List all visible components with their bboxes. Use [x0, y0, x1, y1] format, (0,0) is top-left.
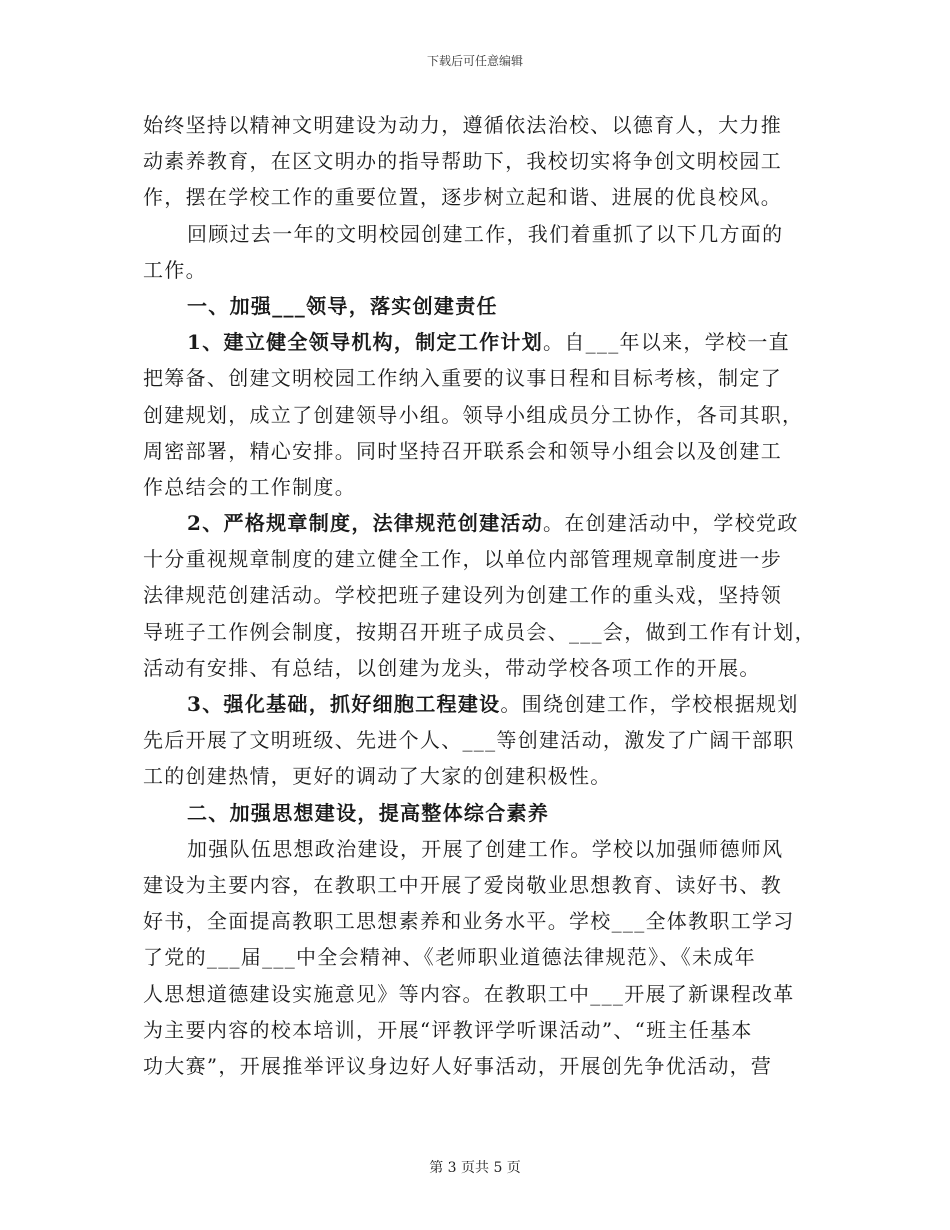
item-1-first-line [143, 324, 823, 360]
para-2-line: 功大赛”，开展推举评议身边好人好事活动，开展创先争优活动，营 [143, 1053, 773, 1078]
page-header: 下载后可任意编辑 [426, 54, 523, 68]
intro-line: 始终坚持以精神文明建设为动力，遵循依法治校、以德育人，大力推 [143, 113, 782, 137]
item-3-line: 先后开展了文明班级、先进个人、___等创建活动，激发了广阔干部职 [143, 728, 795, 753]
page-footer: 第 3 页共 5 页 [429, 1160, 521, 1176]
item-3-rest: 。围绕创建工作，学校根据规划 [500, 692, 799, 716]
item-2-line: 法律规范创建活动。学校把班子建设列为创建工作的重头戏，坚持领 [143, 583, 782, 608]
para-2-line: 人思想道德建设实施意见》等内容。在教职工中___开展了新课程改革 [143, 981, 795, 1006]
section-heading-2: 二、加强思想建设，提高整体综合素养 [187, 800, 550, 825]
item-2-first-line [143, 505, 823, 541]
item-2-line: 十分重视规章制度的建立健全工作，以单位内部管理规章制度进一步 [143, 547, 782, 572]
section-heading-1: 一、加强___领导，落实创建责任 [187, 293, 498, 318]
item-3-title: 3、强化基础，抓好细胞工程建设 [187, 692, 501, 716]
item-3-first-line [143, 686, 823, 722]
item-1-line: 周密部署，精心安排。同时坚持召开联系会和领导小组会以及创建工 [143, 438, 782, 463]
item-2-title: 2、严格规章制度，法律规范创建活动 [187, 511, 544, 536]
item-1-line: 创建规划，成立了创建领导小组。领导小组成员分工协作，各司其职， [143, 402, 804, 427]
item-2-rest: 。在创建活动中，学校党政 [543, 511, 799, 536]
intro-line: 动素养教育，在区文明办的指导帮助下，我校切实将争创文明校园工 [143, 149, 782, 174]
para-2-line: 为主要内容的校本培训，开展“评教评学听课活动”、“班主任基本 [143, 1017, 753, 1042]
review-line: 回顾过去一年的文明校园创建工作，我们着重抓了以下几方面的 [187, 221, 784, 246]
item-1-title: 1、建立健全领导机构，制定工作计划 [187, 330, 544, 355]
item-2-line: 活动有安排、有总结，以创建为龙头，带动学校各项工作的开展。 [143, 655, 761, 680]
item-3-line: 工的创建热情，更好的调动了大家的创建积极性。 [143, 764, 612, 789]
item-2-line: 导班子工作例会制度，按期召开班子成员会、___会，做到工作有计划， [143, 619, 816, 644]
review-line: 工作。 [143, 257, 207, 282]
para-2-line: 建设为主要内容，在教职工中开展了爱岗敬业思想教育、读好书、教 [143, 872, 782, 897]
para-2-first-line: 加强队伍思想政治建设，开展了创建工作。学校以加强师德师风 [187, 836, 784, 861]
item-1-line: 作总结会的工作制度。 [143, 474, 356, 499]
para-2-line: 好书，全面提高教职工思想素养和业务水平。学校___全体教职工学习 [143, 909, 795, 934]
intro-line: 作，摆在学校工作的重要位置，逐步树立起和谐、进展的优良校风。 [143, 185, 782, 210]
item-1-rest: 。自___年以来，学校一直 [543, 330, 790, 355]
item-1-line: 把筹备、创建文明校园工作纳入重要的议事日程和目标考核，制定了 [143, 366, 782, 391]
document-body [143, 107, 823, 1084]
para-2-line: 了党的___届___中全会精神、《老师职业道德法律规范》、《未成年 [143, 945, 756, 970]
